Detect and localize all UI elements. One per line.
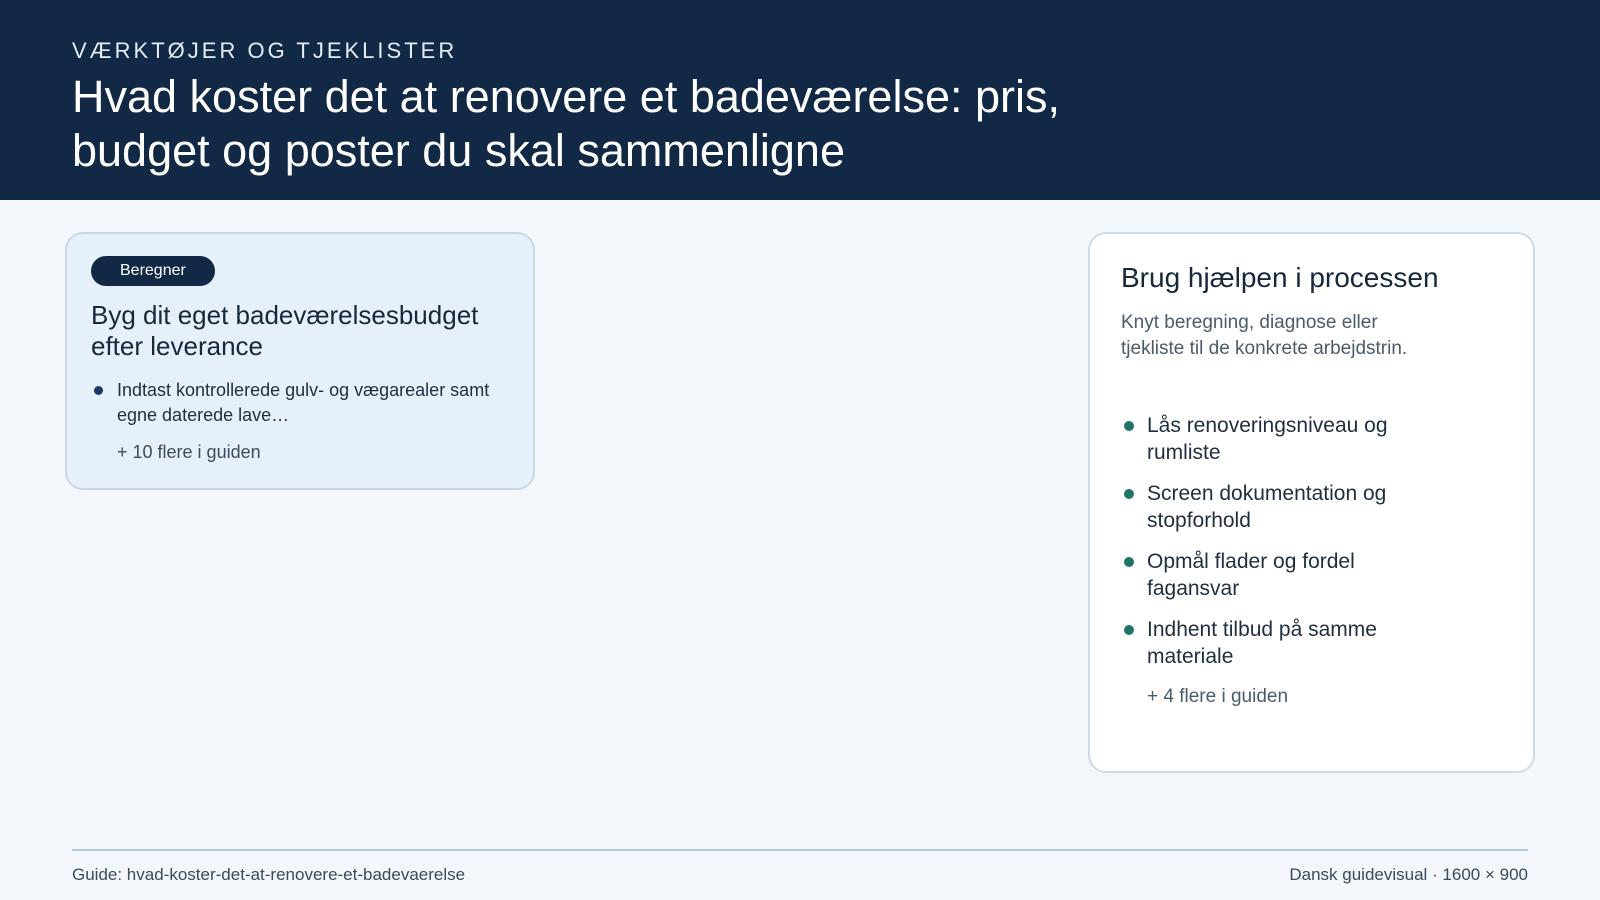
process-card <box>1088 232 1535 773</box>
footer-divider <box>72 849 1528 851</box>
calculator-item-list <box>91 378 491 428</box>
page-header <box>0 0 1600 200</box>
list-item-text: Opmål flader og fordel fagansvar <box>1147 550 1355 600</box>
calculator-card[interactable] <box>65 232 535 490</box>
process-step-list <box>1121 412 1421 684</box>
calculator-card-title: Byg dit eget badeværelsesbudget efter leverance <box>91 300 479 361</box>
process-card-title: Brug hjælpen i processen <box>1121 262 1439 293</box>
calculator-more-link[interactable]: + 10 flere i guiden <box>117 442 261 462</box>
process-card-description: Knyt beregning, diagnose eller tjekliste til de konkrete arbejdstrin. <box>1121 312 1408 359</box>
page-title: Hvad koster det at renovere et badeværelse: pris, budget og poster du skal sammenligne <box>72 71 1061 176</box>
list-item-text: Indtast kontrollerede gulv- og vægarealer samt egne daterede lave… <box>117 380 490 425</box>
list-item <box>1121 616 1421 670</box>
list-item <box>1121 548 1421 602</box>
bullet-dot-icon <box>1124 557 1134 567</box>
process-more-link[interactable]: + 4 flere i guiden <box>1147 686 1289 707</box>
list-item-text: Indhent tilbud på samme materiale <box>1147 618 1377 668</box>
footer-guide-slug: Guide: hvad-koster-det-at-renovere-et-badevaerelse <box>72 865 466 884</box>
bullet-dot-icon <box>1124 625 1134 635</box>
list-item-text: Screen dokumentation og stopforhold <box>1147 482 1387 532</box>
list-item <box>91 378 491 428</box>
list-item <box>1121 412 1421 466</box>
list-item-text: Lås renoveringsniveau og rumliste <box>1147 414 1388 464</box>
bullet-dot-icon <box>1124 421 1134 431</box>
section-eyebrow: VÆRKTØJER OG TJEKLISTER <box>72 38 458 63</box>
footer-meta: Dansk guidevisual · 1600 × 900 <box>1289 865 1528 884</box>
bullet-dot-icon <box>94 386 103 395</box>
calculator-badge: Beregner <box>91 256 215 286</box>
list-item <box>1121 480 1421 534</box>
bullet-dot-icon <box>1124 489 1134 499</box>
